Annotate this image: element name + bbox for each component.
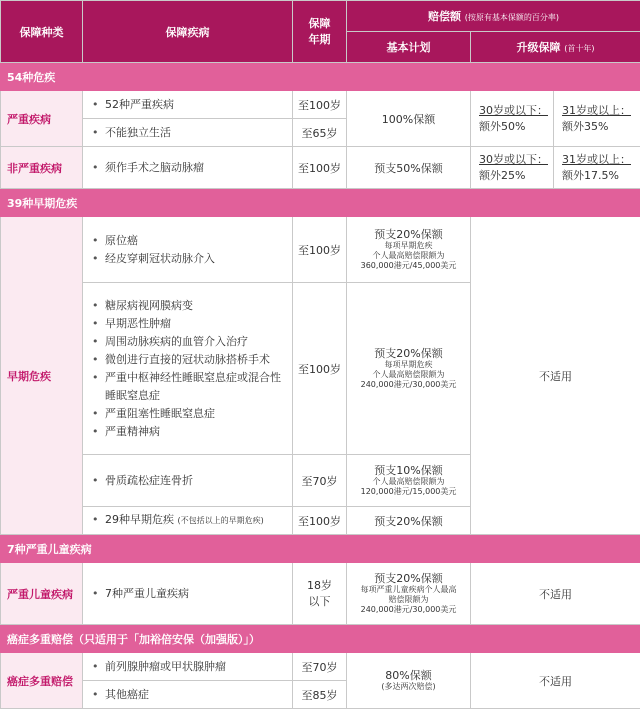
basic-cell: 预支20%保额 每项早期危疾 个人最高赔偿限额为 360,000港元/45,000美元 <box>347 217 471 283</box>
header-disease: 保障疾病 <box>83 1 293 63</box>
term-cell: 至100岁 <box>293 91 347 119</box>
basic-cell: 预支10%保额 个人最高赔偿限额为 120,000港元/15,000美元 <box>347 455 471 507</box>
term-cell: 至65岁 <box>293 119 347 147</box>
term-cell: 至100岁 <box>293 217 347 283</box>
upgrade-young: 30岁或以下： 额外50% <box>471 91 554 147</box>
section-54-critical: 54种危疾 <box>1 63 640 91</box>
category-severe: 严重疾病 <box>1 91 83 147</box>
disease-item: • 骨质疏松症连骨折 <box>83 455 293 507</box>
basic-cell: 预支20%保额 每项严重儿童疾病个人最高 赔偿限额为 240,000港元/30,000美元 <box>347 563 471 625</box>
header-payout: 赔偿额 (按原有基本保额的百分率) <box>347 1 640 32</box>
section-cancer-multiple: 癌症多重赔偿（只适用于「加裕倍安保（加强版）」） <box>1 625 640 653</box>
upgrade-young: 30岁或以下： 额外25% <box>471 147 554 189</box>
term-cell: 至70岁 <box>293 455 347 507</box>
disease-item: • 7种严重儿童疾病 <box>83 563 293 625</box>
upgrade-not-applicable: 不适用 <box>471 563 640 625</box>
disease-item: • 前列腺肿瘤或甲状腺肿瘤 <box>83 653 293 681</box>
basic-cell: 100%保额 <box>347 91 471 147</box>
term-cell: 至100岁 <box>293 507 347 535</box>
term-cell: 至85岁 <box>293 681 347 709</box>
header-category: 保障种类 <box>1 1 83 63</box>
term-cell: 至100岁 <box>293 147 347 189</box>
section-7-child: 7种严重儿童疾病 <box>1 535 640 563</box>
category-cancer: 癌症多重赔偿 <box>1 653 83 709</box>
disease-item: • 须作手术之脑动脉瘤 <box>83 147 293 189</box>
basic-cell: 预支20%保额 每项早期危疾 个人最高赔偿限额为 240,000港元/30,000美元 <box>347 283 471 455</box>
basic-cell: 预支20%保额 <box>347 507 471 535</box>
disease-item: • 其他癌症 <box>83 681 293 709</box>
disease-item: • 29种早期危疾 (不包括以上的早期危疾) <box>83 507 293 535</box>
upgrade-not-applicable: 不适用 <box>471 653 640 709</box>
category-nonsevere: 非严重疾病 <box>1 147 83 189</box>
disease-item: • 52种严重疾病 <box>83 91 293 119</box>
upgrade-older: 31岁或以上： 额外17.5% <box>554 147 640 189</box>
upgrade-not-applicable: 不适用 <box>471 217 640 535</box>
header-upgrade: 升级保障 (首十年) <box>471 32 640 63</box>
disease-list: • 原位癌 • 经皮穿刺冠状动脉介入 <box>83 217 293 283</box>
header-basic-plan: 基本计划 <box>347 32 471 63</box>
disease-list: • 糖尿病视网膜病变 • 早期恶性肿瘤 • 周围动脉疾病的血管介入治疗 • 微创进行直接的冠状动脉搭桥手术 • 严重中枢神经性睡眠窒息症或混合性睡眠窒息症 • 严重阻塞性睡眠窒息症 • 严重精神病 <box>83 283 293 455</box>
basic-cell: 80%保额 (多达两次赔偿) <box>347 653 471 709</box>
section-39-early: 39种早期危疾 <box>1 189 640 217</box>
term-cell: 18岁 以下 <box>293 563 347 625</box>
category-child: 严重儿童疾病 <box>1 563 83 625</box>
term-cell: 至100岁 <box>293 283 347 455</box>
disease-item: • 不能独立生活 <box>83 119 293 147</box>
header-term: 保障 年期 <box>293 1 347 63</box>
term-cell: 至70岁 <box>293 653 347 681</box>
upgrade-older: 31岁或以上： 额外35% <box>554 91 640 147</box>
basic-cell: 预支50%保额 <box>347 147 471 189</box>
category-early: 早期危疾 <box>1 217 83 535</box>
